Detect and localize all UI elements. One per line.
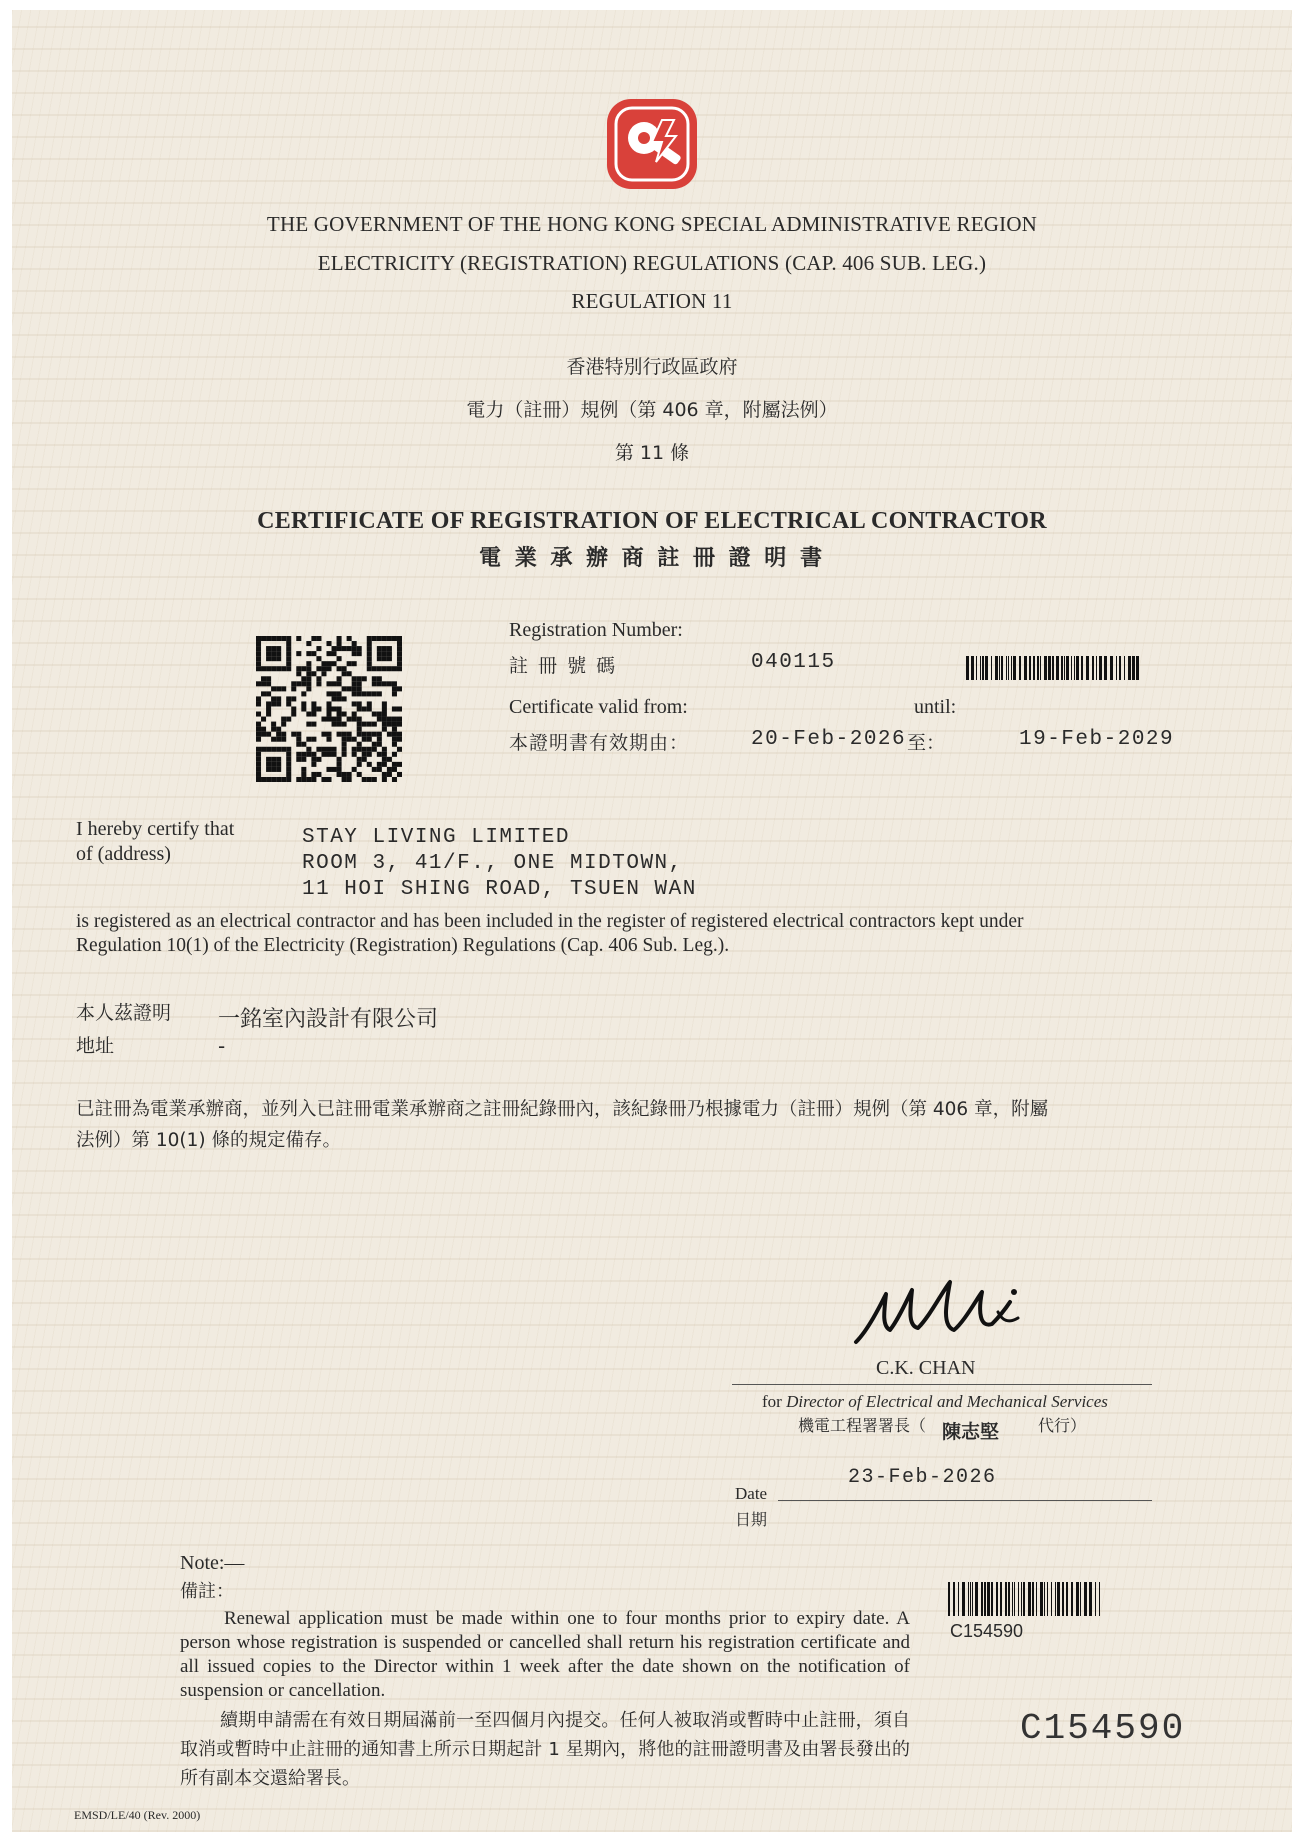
barcode-icon xyxy=(966,656,1142,680)
address-label: of (address) xyxy=(76,843,171,865)
registration-number-label-zh: 註 冊 號 碼 xyxy=(509,655,618,677)
serial-number-large: C154590 xyxy=(1020,1708,1186,1749)
signatory-for-title: Director of Electrical and Mechanical Services xyxy=(786,1392,1108,1411)
contractor-name: STAY LIVING LIMITED xyxy=(302,826,570,849)
note-heading-zh: 備註： xyxy=(180,1581,234,1602)
emsd-emblem-icon xyxy=(604,96,700,192)
certify-label-zh: 本人茲證明 xyxy=(76,1002,172,1024)
contractor-address-line1: ROOM 3, 41/F., ONE MIDTOWN, xyxy=(302,852,683,875)
contractor-address-zh: - xyxy=(218,1034,226,1058)
note-text: Renewal application must be made within one to four months prior to expiry date. A person whose registration is suspended or cancelled shall return his registration certificate and all issued copies to the Director within 1 week after the date shown on the notification of suspension or cancellation. xyxy=(180,1608,910,1701)
header-regulations: ELECTRICITY (REGISTRATION) REGULATIONS (CAP. 406 SUB. LEG.) xyxy=(317,251,987,275)
header-government: THE GOVERNMENT OF THE HONG KONG SPECIAL ADMINISTRATIVE REGION xyxy=(266,212,1038,236)
signatory-title xyxy=(762,1392,1108,1412)
certify-label: I hereby certify that xyxy=(76,818,235,840)
header-regulation-number: REGULATION 11 xyxy=(571,289,733,313)
signature-line xyxy=(732,1384,1152,1385)
signatory-for-prefix: for xyxy=(762,1392,782,1411)
qr-code-icon xyxy=(256,636,402,782)
header-government-zh: 香港特別行政區政府 xyxy=(566,356,738,378)
valid-from-label-zh: 本證明書有效期由： xyxy=(509,732,690,754)
valid-until-date: 19-Feb-2029 xyxy=(1019,728,1175,751)
date-label: Date xyxy=(735,1484,768,1503)
certificate-sheet xyxy=(12,10,1292,1832)
header-regulations-zh: 電力（註冊）規例（第 406 章，附屬法例） xyxy=(466,399,838,421)
note-heading: Note:— xyxy=(180,1552,245,1574)
certify-statement-line1: is registered as an electrical contractor and has been included in the register of registered electrical contractors kept under xyxy=(76,911,1024,932)
valid-from-label: Certificate valid from: xyxy=(509,696,688,718)
certificate-title-zh: 電 業 承 辦 商 註 冊 證 明 書 xyxy=(479,546,825,571)
serial-barcode-icon xyxy=(948,1582,1100,1616)
contractor-name-zh: 一銘室內設計有限公司 xyxy=(218,1007,439,1032)
note-text-zh: 續期申請需在有效日期屆滿前一至四個月內提交。任何人被取消或暫時中止註冊，須自取消或暫時中止註冊的通知書上所示日期起計 1 星期內，將他的註冊證明書及由署長發出的所有副本交還給署長。 xyxy=(180,1710,910,1789)
date-label-zh: 日期 xyxy=(735,1510,768,1529)
until-label: until: xyxy=(914,696,957,718)
serial-number-small: C154590 xyxy=(950,1621,1024,1641)
signatory-name-zh-stamp: 陳志堅 xyxy=(942,1421,1000,1443)
registration-number: 040115 xyxy=(751,651,836,674)
registration-number-label: Registration Number: xyxy=(509,619,683,641)
certify-statement-line2: Regulation 10(1) of the Electricity (Registration) Regulations (Cap. 406 Sub. Leg.). xyxy=(76,935,730,956)
date-line xyxy=(778,1500,1152,1501)
certificate-title: CERTIFICATE OF REGISTRATION OF ELECTRICAL CONTRACTOR xyxy=(257,508,1047,534)
header-regulation-number-zh: 第 11 條 xyxy=(614,442,690,464)
until-label-zh: 至： xyxy=(907,732,946,754)
valid-from-date: 20-Feb-2026 xyxy=(751,728,907,751)
signatory-name: C.K. CHAN xyxy=(876,1357,976,1379)
form-code: EMSD/LE/40 (Rev. 2000) xyxy=(74,1808,201,1822)
handwritten-signature xyxy=(850,1272,1030,1352)
signatory-title-zh-prefix: 機電工程署署長（ xyxy=(798,1416,927,1435)
certify-statement-line2-zh: 法例）第 10(1) 條的規定備存。 xyxy=(76,1130,342,1151)
signatory-title-zh-suffix: 代行） xyxy=(1038,1416,1087,1435)
sign-date: 23-Feb-2026 xyxy=(848,1466,997,1489)
contractor-address-line2: 11 HOI SHING ROAD, TSUEN WAN xyxy=(302,878,697,901)
address-label-zh: 地址 xyxy=(76,1035,115,1057)
certify-statement-line1-zh: 已註冊為電業承辦商，並列入已註冊電業承辦商之註冊紀錄冊內，該紀錄冊乃根據電力（註冊）規例（第 406 章，附屬 xyxy=(76,1099,1049,1120)
